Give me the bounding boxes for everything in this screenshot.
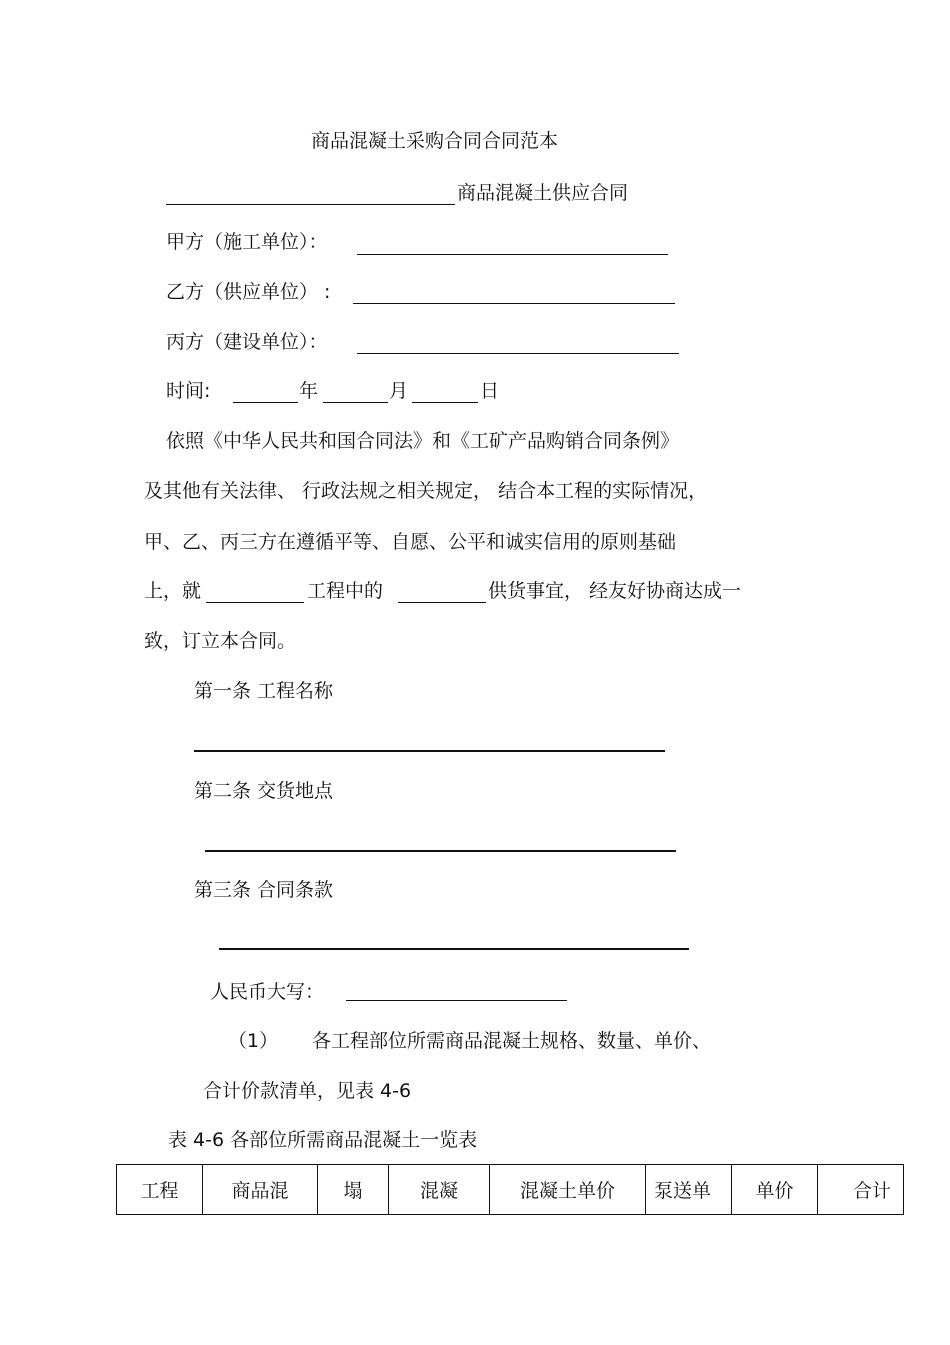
party-b-blank <box>353 303 675 304</box>
party-b-label: 乙方（供应单位） : <box>166 281 331 303</box>
month-label: 月 <box>389 380 409 402</box>
party-c-label: 丙方（建设单位）： <box>166 331 328 353</box>
rmb-label: 人民币大写： <box>210 981 325 1003</box>
article-1-heading: 第一条 工程名称 <box>194 680 334 702</box>
year-blank <box>233 402 298 403</box>
party-c-blank <box>357 353 679 354</box>
month-blank <box>323 402 388 403</box>
table-header-cell: 塌 <box>318 1165 389 1215</box>
table-header-cell: 混凝土单价 <box>490 1165 646 1215</box>
table-header-cell: 单价 <box>732 1165 818 1215</box>
year-label: 年 <box>299 380 319 402</box>
preamble-line-4a: 上，就 <box>144 580 202 602</box>
day-blank <box>412 402 478 403</box>
table-header-cell: 合计 <box>818 1165 904 1215</box>
table-header-cell: 混凝 <box>389 1165 490 1215</box>
preamble-line-1: 依照《中华人民共和国合同法》和《工矿产品购销合同条例》 <box>166 430 680 452</box>
document-title: 商品混凝土采购合同合同范本 <box>311 130 559 152</box>
concrete-spec-table <box>116 1164 904 1215</box>
table-header-cell: 泵送单 <box>646 1165 732 1215</box>
preamble-line-5: 致，订立本合同。 <box>144 630 297 652</box>
article-2-heading: 第二条 交货地点 <box>194 780 334 802</box>
clause-1-text: 各工程部位所需商品混凝土规格、数量、单价、 <box>312 1030 712 1052</box>
article-2-blank <box>205 850 676 852</box>
article-1-blank <box>194 750 665 752</box>
table-header-cell: 工程 <box>117 1165 203 1215</box>
day-label: 日 <box>480 380 500 402</box>
document-subtitle: 商品混凝土供应合同 <box>457 182 629 204</box>
preamble-line-4b: 工程中的 <box>307 580 384 602</box>
preamble-line-3: 甲、乙、丙三方在遵循平等、自愿、公平和诚实信用的原则基础 <box>144 531 677 553</box>
rmb-blank <box>346 1000 567 1001</box>
article-3-heading: 第三条 合同条款 <box>194 879 334 901</box>
clause-1-number: （1） <box>228 1030 279 1052</box>
clause-1-line-2: 合计价款清单，见表 4-6 <box>203 1080 412 1102</box>
supply-blank <box>398 602 486 603</box>
project-blank <box>206 602 304 603</box>
table-caption: 表 4-6 各部位所需商品混凝土一览表 <box>168 1129 478 1151</box>
table-header-row <box>117 1165 904 1215</box>
table-header-cell: 商品混 <box>203 1165 318 1215</box>
party-a-blank <box>357 254 668 255</box>
contract-name-blank <box>166 204 455 205</box>
preamble-line-2: 及其他有关法律、 行政法规之相关规定， 结合本工程的实际情况， <box>144 480 708 502</box>
article-3-blank <box>219 948 689 950</box>
time-label: 时间: <box>166 380 211 402</box>
preamble-line-4c: 供货事宜， 经友好协商达成一 <box>488 580 742 602</box>
party-a-label: 甲方（施工单位）： <box>166 231 328 253</box>
